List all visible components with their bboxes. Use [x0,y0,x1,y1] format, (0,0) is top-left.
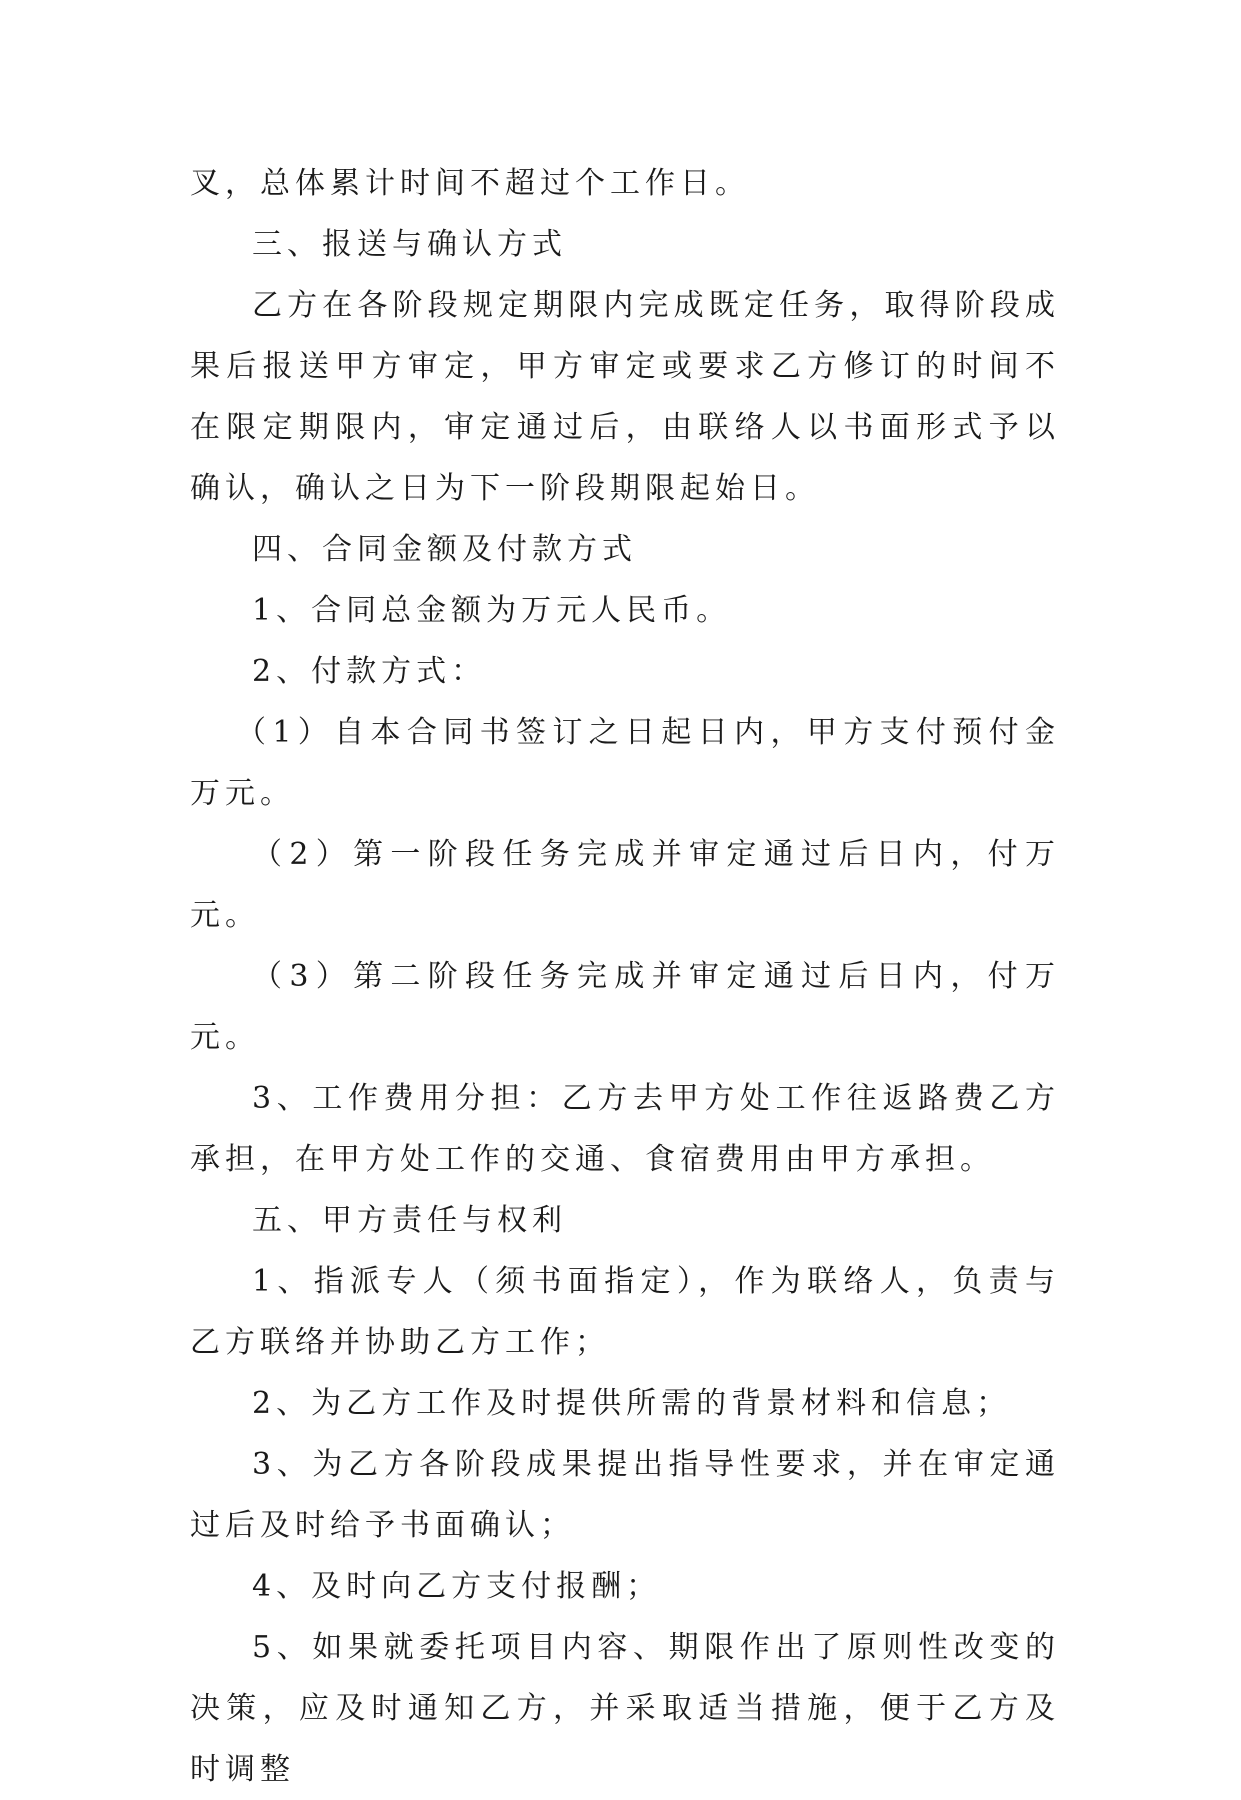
clause-item: 1、指派专人（须书面指定），作为联络人，负责与乙方联络并协助乙方工作； [190,1264,1060,1360]
paragraph: 叉，总体累计时间不超过个工作日。 [190,166,750,201]
section-heading: 四、合同金额及付款方式 [252,532,637,567]
clause-item: 2、为乙方工作及时提供所需的背景材料和信息； [252,1386,1012,1421]
document-body [190,153,1060,1800]
sub-clause-item: （1）自本合同书签订之日起日内，甲方支付预付金万元。 [190,715,1060,811]
clause-item: 1、合同总金额为万元人民币。 [252,593,732,628]
section-heading: 五、甲方责任与权利 [252,1203,567,1238]
clause-item: 3、工作费用分担：乙方去甲方处工作往返路费乙方承担，在甲方处工作的交通、食宿费用由甲方承担。 [190,1081,1060,1177]
sub-clause-item: （3）第二阶段任务完成并审定通过后日内，付万元。 [190,959,1060,1055]
paragraph: 乙方在各阶段规定期限内完成既定任务，取得阶段成果后报送甲方审定，甲方审定或要求乙方修订的时间不在限定期限内，审定通过后，由联络人以书面形式予以确认，确认之日为下一阶段期限起始日。 [190,288,1060,506]
clause-item: 3、为乙方各阶段成果提出指导性要求，并在审定通过后及时给予书面确认； [190,1447,1060,1543]
clause-item: 4、及时向乙方支付报酬； [252,1569,662,1604]
sub-clause-item: （2）第一阶段任务完成并审定通过后日内，付万元。 [190,837,1060,933]
section-heading: 三、报送与确认方式 [252,227,567,262]
clause-item: 5、如果就委托项目内容、期限作出了原则性改变的决策，应及时通知乙方，并采取适当措施，便于乙方及时调整 [190,1630,1060,1787]
clause-item: 2、付款方式： [252,654,487,689]
